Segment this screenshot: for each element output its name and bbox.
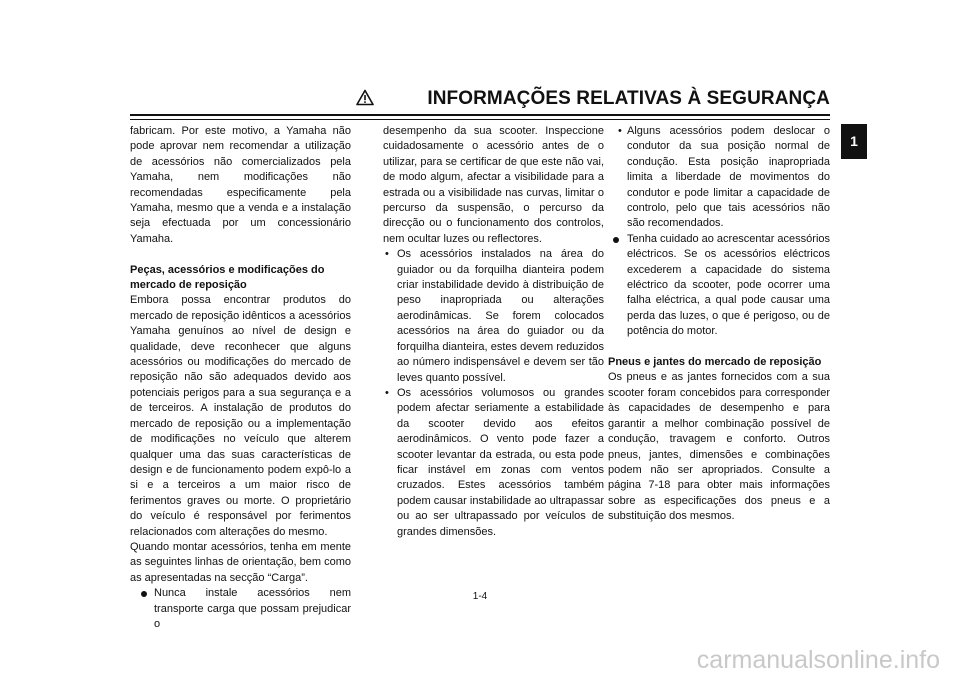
paragraph: Quando montar acessórios, tenha em mente as seguintes linhas de orientação, bem como as apresentadas na secção “Carga”. xyxy=(130,540,351,584)
bullet-disc-icon xyxy=(141,591,147,597)
bullet-icon: • xyxy=(618,125,622,137)
paragraph: fabricam. Por este motivo, a Yamaha não pode aprovar nem recomendar a utilização de acessórios não comercializados pela Yamaha, nem modificações não recomendadas especificamente pela Yamaha, mesmo que a venda e a instalação seja efectuada por um concessionário Yamaha. xyxy=(130,125,351,245)
page-title: INFORMAÇÕES RELATIVAS À SEGURANÇA xyxy=(427,88,830,109)
list-item: • Os acessórios instalados na área do guiador ou da forquilha dianteira podem criar instabilidade devido à distribuição de peso inapropriada ou alterações aerodinâmicas. Se forem colocados acessórios na área do guiador ou da forquilha dianteira, estes devem reduzidos ao número indispensável e devem ser tão leves quanto possível. xyxy=(385,248,604,384)
header-rule-thin xyxy=(130,119,830,120)
list-item: • Alguns acessórios podem deslocar o condutor da sua posição normal de condução. Esta posição inapropriada limita a liberdade de movimentos do condutor e pode limitar a capacidade de controlo, pelo que tais acessórios não são recomendados. xyxy=(618,125,830,230)
list-item: Tenha cuidado ao acrescentar acessórios eléctricos. Se os acessórios eléctricos excederem a capacidade do sistema eléctrico da scooter, pode ocorrer uma falha eléctrica, a qual pode causar uma perda das luzes, o que é perigoso, ou de potência do motor. xyxy=(608,232,830,340)
paragraph: Embora possa encontrar produtos do mercado de reposição idênticos a acessórios Yamaha genuínos ao nível de design e qualidade, deve reconhecer que alguns acessórios ou modificações do mercado de reposição não são adequados devido aos potenciais perigos para a sua segurança e a de terceiros. A instalação de produtos do mercado de reposição ou a implementação de modificações no veículo que alterem qualquer uma das suas características de design e de funcionamento podem expô-lo a si e a terceiros a um maior risco de ferimentos graves ou morte. O proprietário do veículo é responsável por ferimentos relacionados com alterações do mesmo. xyxy=(130,294,351,538)
section-heading: Peças, acessórios e modificações do mercado de reposição xyxy=(130,263,325,292)
list-item: • Os acessórios volumosos ou grandes podem afectar seriamente a estabilidade da scooter devido aos efeitos aerodinâmicos. O vento pode fazer a scooter levantar da estrada, ou esta pode ficar instável em zonas com ventos cruzados. Estes acessórios também podem causar instabilidade ao ultrapassar ou ao ser ultrapassado por veículos de grandes dimensões. xyxy=(385,386,604,538)
text-column-2 xyxy=(383,124,604,540)
page-header xyxy=(360,86,830,112)
section-heading: Pneus e jantes do mercado de reposição xyxy=(608,356,822,369)
text-column-3 xyxy=(608,124,830,525)
page-number: 1-4 xyxy=(472,591,488,602)
list-item: Nunca instale acessórios nem transporte carga que possam prejudicar o xyxy=(130,586,351,632)
chapter-tab: 1 xyxy=(841,124,867,159)
text-column-1 xyxy=(130,124,351,632)
bullet-disc-icon xyxy=(613,237,619,243)
bullet-icon: • xyxy=(385,248,389,261)
header-rule-thick xyxy=(130,114,830,116)
paragraph: desempenho da sua scooter. Inspeccione cuidadosamente o acessório antes de o utilizar, para se certificar de que este não vai, de modo algum, afectar a visibilidade para a estrada ou a visibilidade nas curvas, limitar o percurso da suspensão, o percurso da direcção ou o funcionamento dos controlos, nem ocultar luzes ou reflectores. xyxy=(383,125,604,245)
bullet-icon: • xyxy=(385,386,389,399)
watermark: carmanualsonline.info xyxy=(696,646,940,674)
paragraph: Os pneus e as jantes fornecidos com a sua scooter foram concebidos para corresponder às capacidades de desempenho e para garantir a melhor combinação possível de condução, travagem e conforto. Outros pneus, jantes, dimensões e combinações podem não ser apropriados. Consulte a página 7-18 para obter mais informações sobre as especificações dos pneus e a substituição dos mesmos. xyxy=(608,371,830,523)
